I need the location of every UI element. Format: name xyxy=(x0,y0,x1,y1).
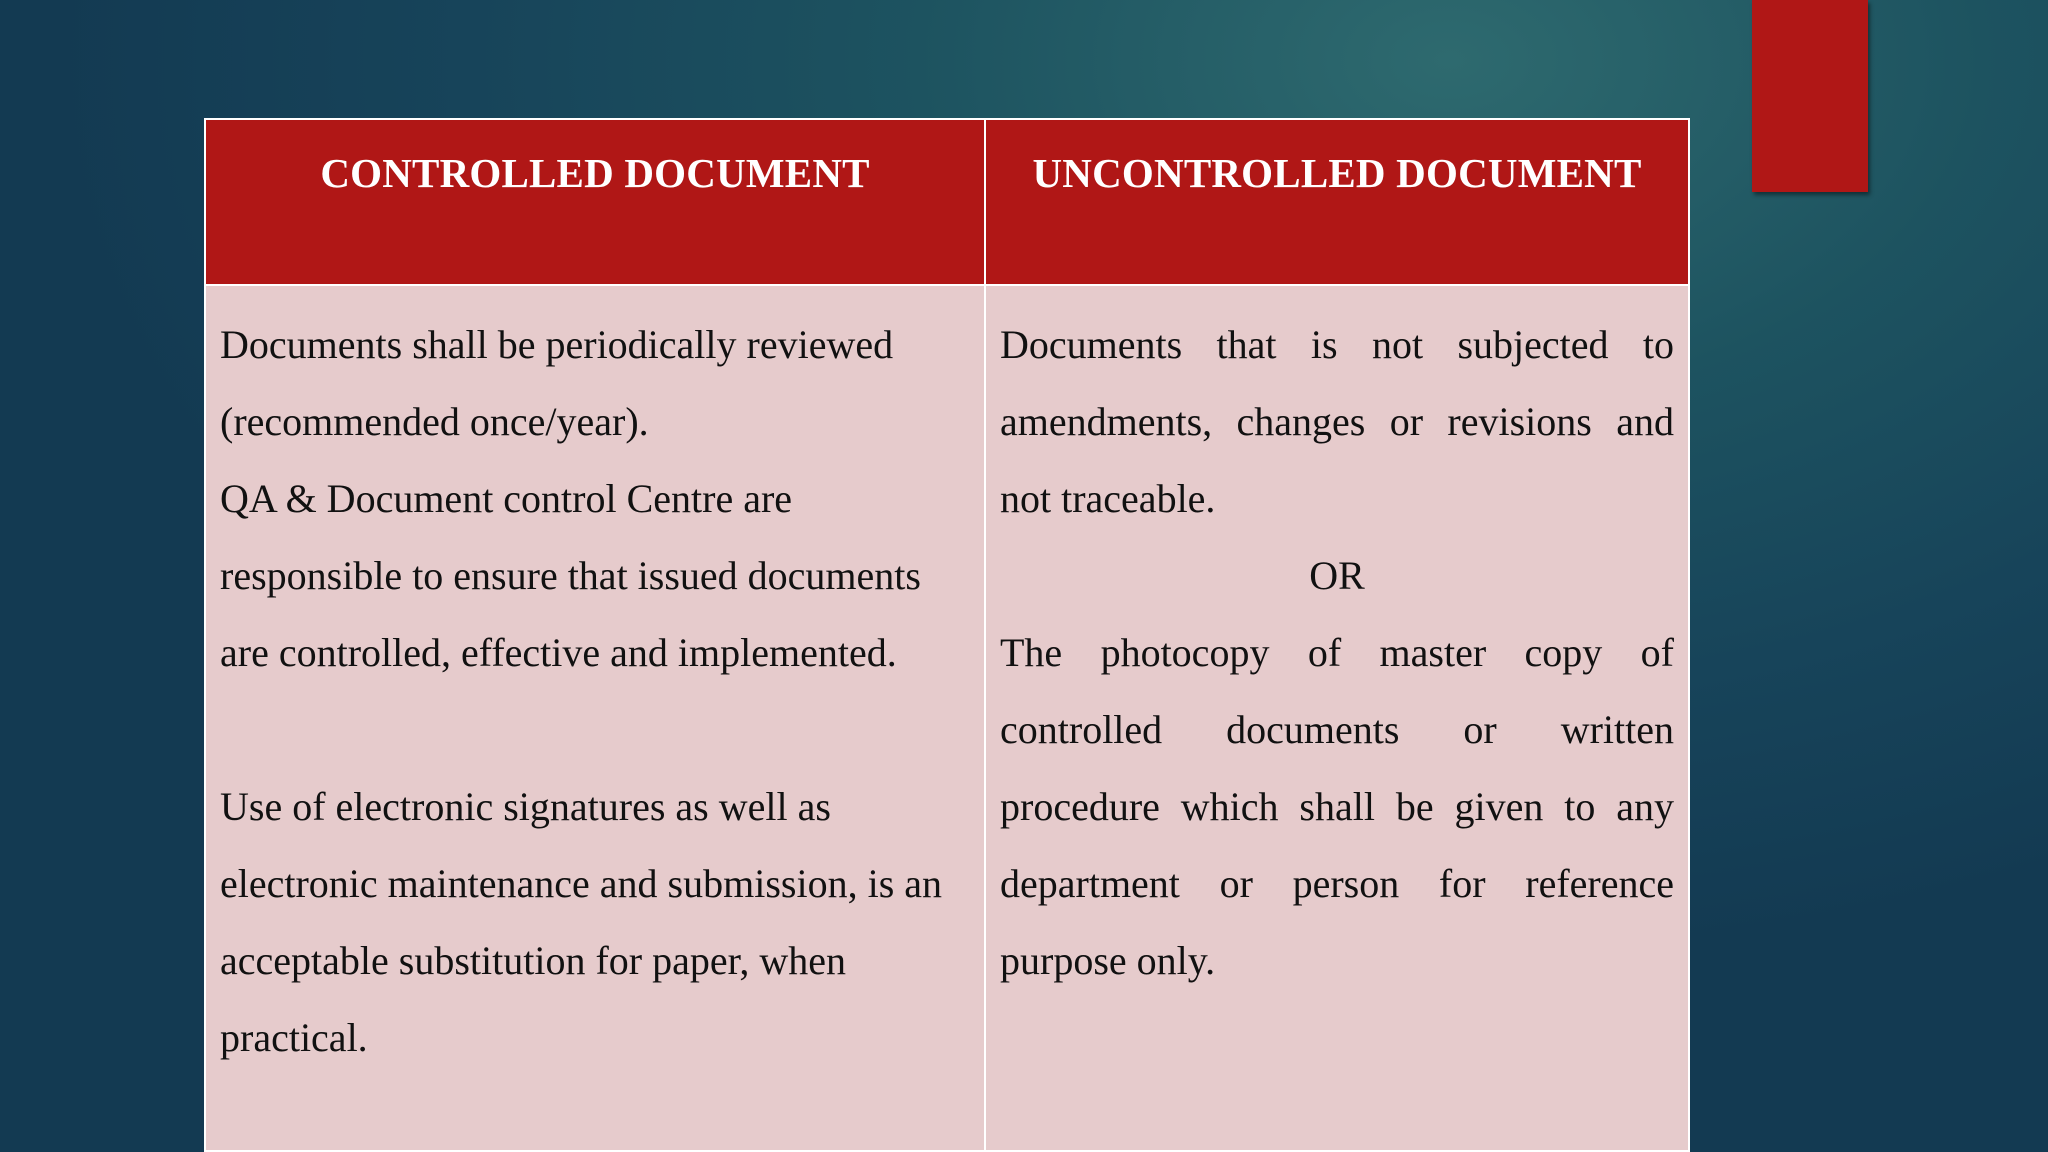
table-header-row xyxy=(205,119,1689,285)
photocopy-line: purpose only. xyxy=(1000,938,1216,983)
controlled-document-cell xyxy=(205,285,985,1151)
uncontrolled-line: amendments, changes or revisions and xyxy=(1000,399,1674,444)
header-controlled-document: CONTROLLED DOCUMENT xyxy=(205,119,985,285)
photocopy-line: The photocopy of master copy of xyxy=(1000,630,1674,675)
controlled-review-text: Documents shall be periodically reviewed (recommended once/year). xyxy=(220,322,894,444)
uncontrolled-line: Documents that is not subjected to xyxy=(1000,322,1674,367)
uncontrolled-line: not traceable. xyxy=(1000,476,1216,521)
uncontrolled-document-cell xyxy=(985,285,1689,1151)
controlled-responsibility-text: QA & Document control Centre are responsible to ensure that issued documents are controlled, effective and implemented. xyxy=(220,476,921,675)
table-body-row xyxy=(205,285,1689,1151)
photocopy-line: controlled documents or written xyxy=(1000,707,1674,752)
paragraph-spacer xyxy=(220,691,970,768)
photocopy-line: department or person for reference xyxy=(1000,861,1674,906)
header-uncontrolled-document: UNCONTROLLED DOCUMENT xyxy=(985,119,1689,285)
controlled-electronic-text: Use of electronic signatures as well as electronic maintenance and submission, is an acceptable substitution for paper, when practical. xyxy=(220,784,943,1060)
photocopy-line: procedure which shall be given to any xyxy=(1000,784,1674,829)
comparison-table xyxy=(204,118,1690,1152)
accent-tab xyxy=(1752,0,1868,192)
or-separator: OR xyxy=(1309,553,1365,598)
